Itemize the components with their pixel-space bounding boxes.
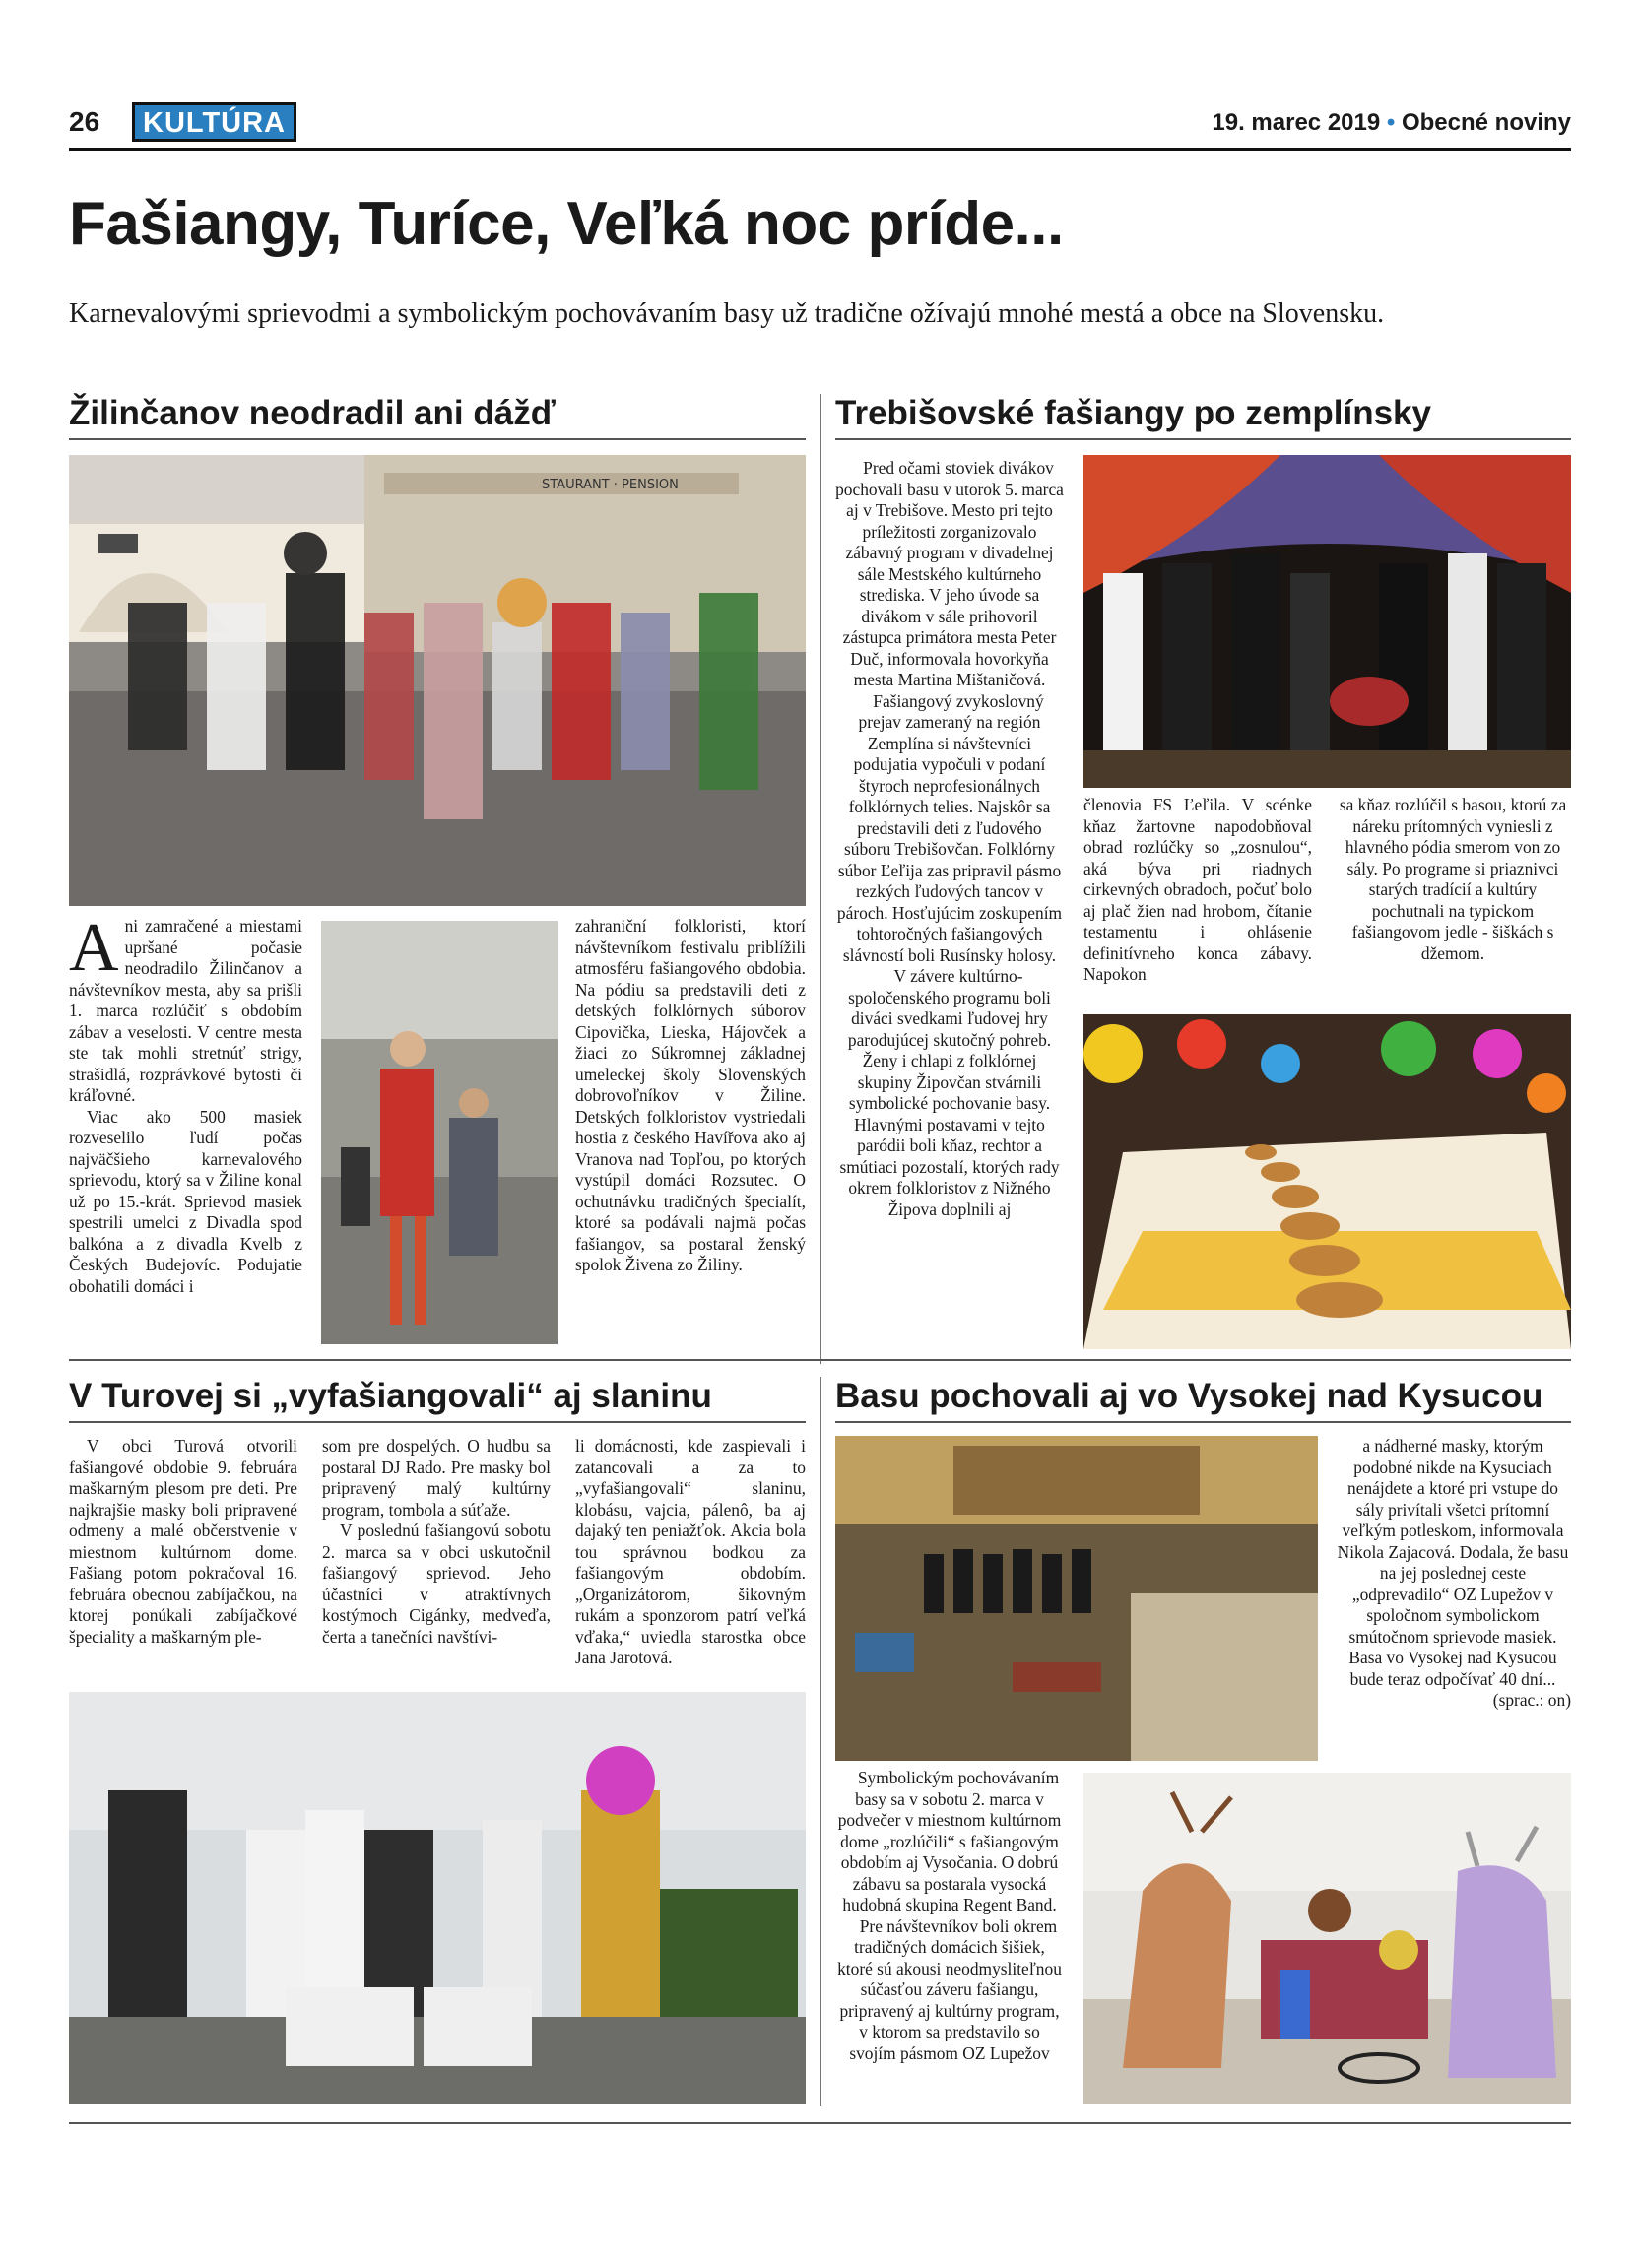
column-divider xyxy=(820,1377,821,2106)
zilina-column-1 xyxy=(69,910,302,1297)
kysuce-headline: Basu pochovali aj vo Vysokej nad Kysucou xyxy=(835,1377,1543,1415)
turova-headline: V Turovej si „vyfašiangovali“ aj slaninu xyxy=(69,1377,712,1415)
turova-paragraph: V obci Turová otvorili fašiangové obdobie 9. februára maškarným plesom pre deti. Pre najkrajšie masky boli pripravené odmeny a malé občerstvenie v miestnom kultúrnom dome. Fašiang potom pokračoval 16. februára obecnou zabíjačkou, na ktorej ponúkali zabíjačkové špeciality a maškarným ple- xyxy=(69,1436,297,1647)
column-divider xyxy=(820,394,821,1364)
trebisov-paragraph: Fašiangový zvykoslovný prejav zameraný na región Zemplína si návštevníci podujatia vypočuli v podaní štyroch neprofesionálnych folklórnych telies. Najskôr sa predstavili deti z ľudového súboru Trebišovčan. Folklórny súbor Ľeľija zas pripravil pásmo rezkých ľudových tancov v pároch. Hosťujúcim zoskupením tohtoročných fašiangových slávností boli Rusínsky holosy. xyxy=(836,690,1063,965)
trebisov-paragraph: Pred očami stoviek divákov pochovali basu v utorok 5. marca aj v Trebišove. Mesto pri tejto príležitosti zorganizovalo zábavný program v divadelnej sále Mestského kultúrneho strediska. V jeho úvode sa divákom v sále prihovoril zástupca primátora mesta Peter Duč, informovala hovorkyňa mesta Martina Mištaničová. xyxy=(835,458,1064,689)
zilina-stilt-walker-photo xyxy=(321,921,558,1344)
turova-column-3 xyxy=(575,1436,806,1669)
issue-date: 19. marec 2019 xyxy=(1212,109,1381,136)
lead-paragraph: Karnevalovými sprievodmi a symbolickým pochovávaním basy už tradične ožívajú mnohé mestá a obce na Slovensku. xyxy=(69,298,1385,329)
trebisov-paragraph: V závere kultúrno-spoločenského programu boli diváci svedkami ľudovej hry parodujúcej skutočný pohreb. Ženy i chlapi z folklórnej skupiny Žipovčan stvárnili symbolické pochovanie basy. Hlavnými postavami v tejto paródii boli kňaz, rechtor a smútiaci pozostalí, ktorých rady okrem folkloristov z Nižného Žipova doplnili aj xyxy=(839,966,1060,1219)
drop-cap: A xyxy=(69,910,119,986)
turova-paragraph: som pre dospelých. O hudbu sa postaral DJ Rado. Pre masky bol pripravený malý kultúrny program, tombola a súťaže. xyxy=(322,1436,551,1520)
trebisov-headline: Trebišovské fašiangy po zemplínsky xyxy=(835,394,1431,432)
credit-line: (sprac.: on) xyxy=(1492,1690,1571,1710)
turova-paragraph: V poslednú fašiangovú sobotu 2. marca sa v obci uskutočnil fašiangový sprievod. Jeho účastníci v atraktívnych kostýmoch Cigánky, medveďa, čerta a tanečníci navštívi- xyxy=(322,1521,551,1647)
section-label: KULTÚRA xyxy=(132,102,296,142)
kysuce-masks-photo xyxy=(1083,1773,1571,2104)
zilina-parade-photo xyxy=(69,455,806,906)
kysuce-rule xyxy=(835,1421,1571,1423)
page-number: 26 xyxy=(69,106,100,137)
turova-group-photo xyxy=(69,1692,806,2104)
kysuce-column-right xyxy=(1335,1436,1571,1712)
turova-rule xyxy=(69,1421,806,1423)
kysuce-hall-photo xyxy=(835,1436,1318,1761)
trebisov-column-3: sa kňaz rozlúčil s basou, ktorú za náreku prítomných vyniesli z hlavného pódia smerom von zo sály. Po programe si priaznivci starých tradícií a kultúry pochutnali na typickom fašiangovom jedle - šiškách s džemom. xyxy=(1339,795,1567,963)
separator-dot: • xyxy=(1386,109,1396,136)
zilina-column-2: zahraniční folkloristi, ktorí návštevníkom festivalu priblížili atmosféru fašiangového obdobia. Na pódiu sa predstavili deti z detských folklórnych súborov Cipovička, Lieska, Hájovček a žiaci zo Súkromnej základnej umeleckej školy Slovenských dobrovoľníkov v Žiline. Detských folkloristov vystriedali hostia z českého Havířova ako aj Vranova nad Topľou, po ktorých vystúpil domáci Rozsutec. O ochutnávku tradičných špecialít, ktoré sa podávali najmä počas fašiangov, sa postaral ženský spolok Živena zo Žiliny. xyxy=(575,916,806,1274)
trebisov-stage-photo xyxy=(1083,455,1571,788)
zilina-headline: Žilinčanov neodradil ani dážď xyxy=(69,394,556,432)
trebisov-column-2: členovia FS Ľeľila. V scénke kňaz žartovne napodobňoval obrad rozlúčky so „zosnulou“, aká býva pri riadnych cirkevných obradoch, počuť bolo aj plač žien nad hrobom, čítanie testamentu i ohlásenie definitívneho konca zábavy. Napokon xyxy=(1083,795,1312,984)
turova-column-2 xyxy=(322,1436,551,1648)
turova-paragraph: li domácnosti, kde zaspievali i zatancovali a za to „vyfašiangovali“ slaninu, klobásu, vajcia, pálenô, ba aj dajaký ten peniažťok. Akcia bola tou správnou bodkou za fašiangovým obdobím. „Organizátorom, šikovným rukám a sponzorom patrí veľká vďaka,“ uviedla starostka obce Jana Jarotová. xyxy=(575,1436,806,1667)
kysuce-paragraph: a nádherné masky, ktorým podobné nikde na Kysuciach nenájdete a ktoré pri vstupe do sály privítali všetci prítomní veľkým potleskom, informovala Nikola Zajacová. Dodala, že basu na jej poslednej ceste „odprevadilo“ OZ Lupežov v spoločnom symbolickom smútočnom sprievode masiek. Basa vo Vysokej nad Kysucou bude teraz odpočívať 40 dní... xyxy=(1337,1436,1569,1689)
zilina-paragraph: Viac ako 500 masiek rozveselilo ľudí počas najväčšieho karnevalového sprievodu, ktorý sa v Žiline konal už po 15.-krát. Sprievod masiek spestrili umelci z Divadla spod balkóna a z divadla Kvelb z Českých Budejovíc. Podujatie obohatili domáci i xyxy=(69,1106,302,1296)
trebisov-rule xyxy=(835,438,1571,440)
page-title: Fašiangy, Turíce, Veľká noc príde... xyxy=(69,190,1064,258)
header-rule xyxy=(69,148,1571,151)
trebisov-donuts-photo xyxy=(1083,1014,1571,1349)
footer-rule xyxy=(69,2122,1571,2124)
kysuce-column-left xyxy=(835,1768,1064,2064)
middle-rule xyxy=(69,1359,1571,1361)
svg-text:STAURANT · PENSION: STAURANT · PENSION xyxy=(542,478,679,492)
paper-name: Obecné noviny xyxy=(1401,109,1571,136)
zilina-rule xyxy=(69,438,806,440)
kysuce-paragraph: Symbolickým pochovávaním basy sa v sobotu 2. marca v podvečer v miestnom kultúrnom dome „rozlúčili“ s fašiangovým obdobím aj Vysočania. O dobrú zábavu sa postarala vysocká hudobná skupina Regent Band. xyxy=(837,1768,1062,1914)
zilina-paragraph: ni zamračené a miestami upršané počasie neodradilo Žilinčanov a návštevníkov mesta, aby sa prišli 1. marca rozlúčiť s obdobím zábav a veselosti. V centre mesta ste tak mohli stretnúť strigy, strašidlá, rozprávkové bytosti či kráľovné. xyxy=(69,916,302,1105)
issue-info xyxy=(1212,109,1571,137)
trebisov-column-1 xyxy=(835,458,1064,1220)
turova-column-1 xyxy=(69,1436,297,1648)
kysuce-paragraph: Pre návštevníkov boli okrem tradičných domácich šišiek, ktoré sú akousi neodmysliteľnou súčasťou záveru fašiangu, pripravený aj kultúrny program, v ktorom sa predstavilo so svojím pásmom OZ Lupežov xyxy=(837,1915,1062,2063)
